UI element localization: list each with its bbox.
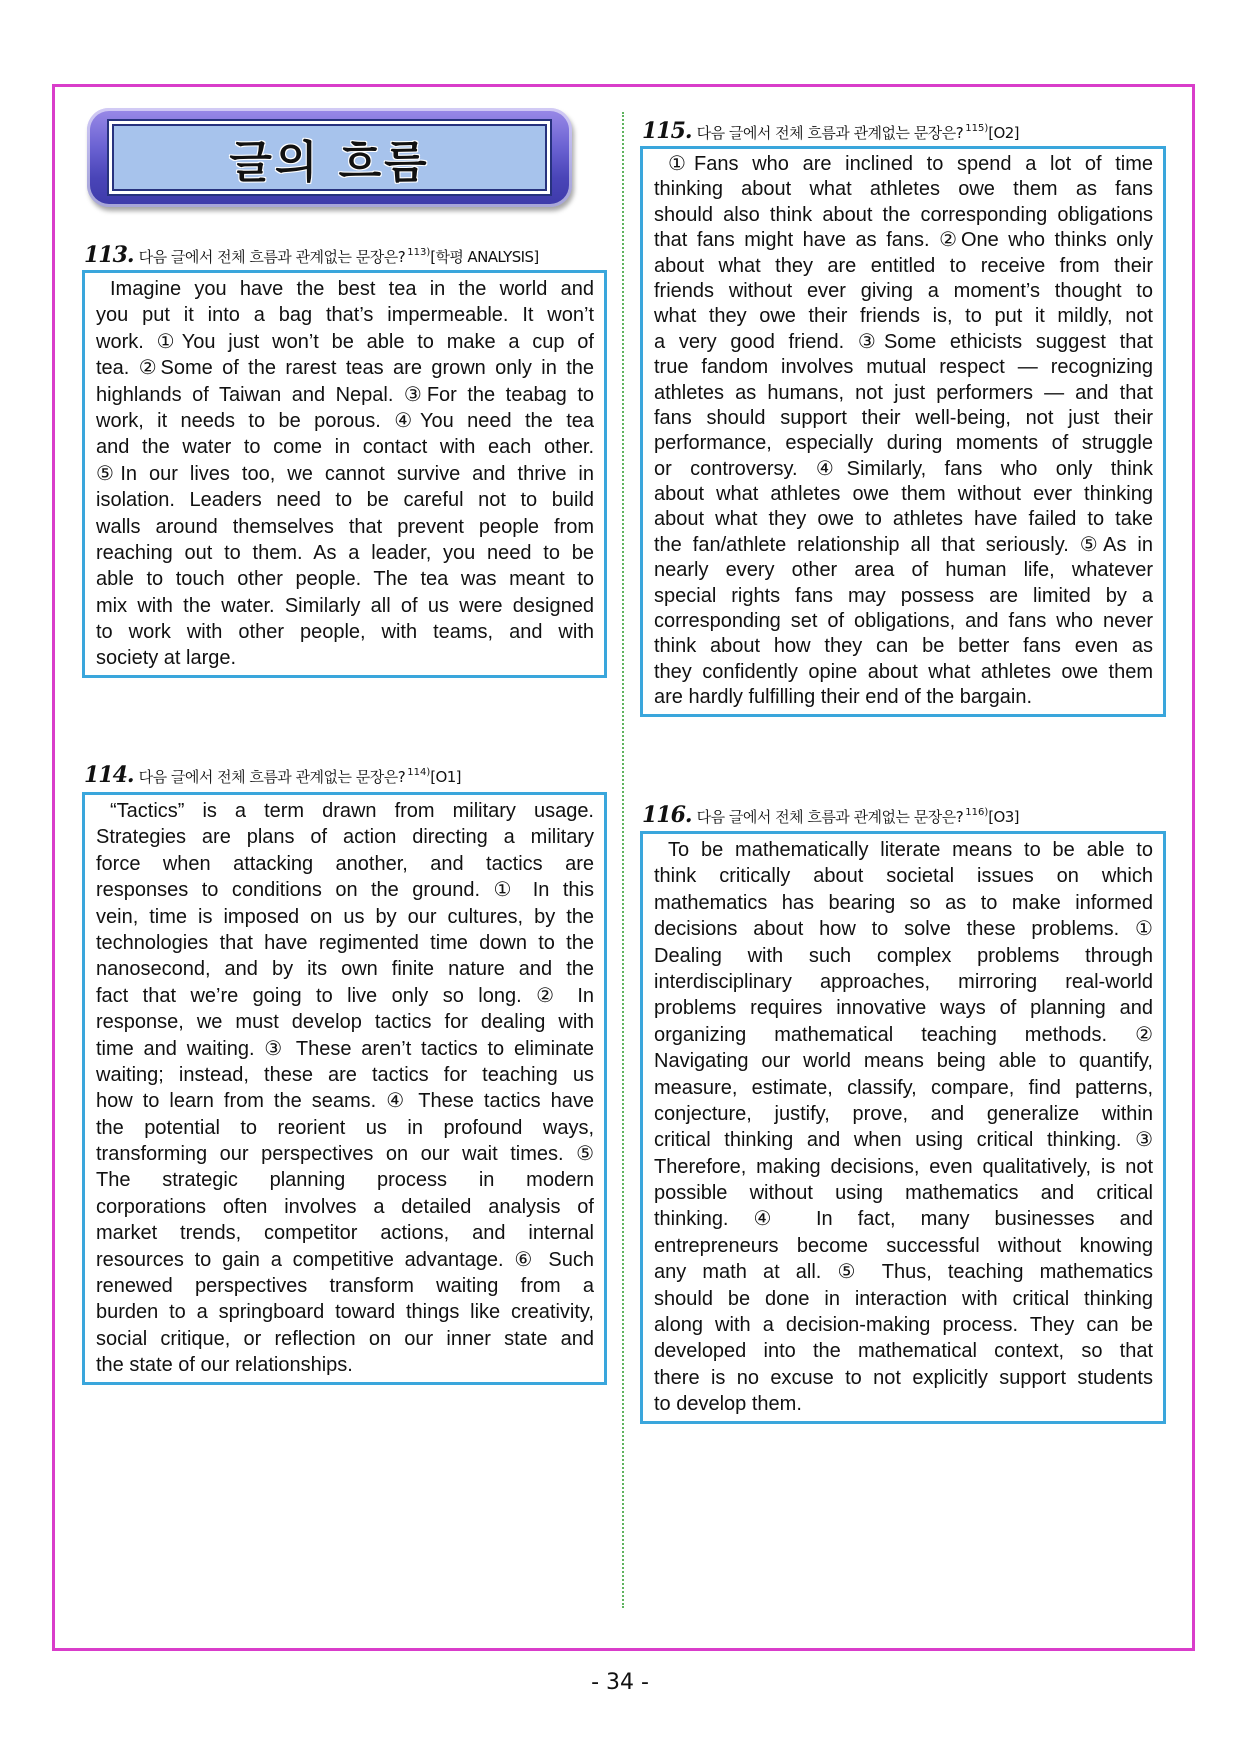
passage-line: response, we must develop tactics for dealing with [96,1011,594,1034]
passage-line: the state of our relationships. [96,1354,353,1377]
passage-line: society at large. [96,647,237,670]
passage-line: work, it needs to be porous. ④You need the tea [96,409,594,432]
passage-line: corporations often involves a detailed analysis of [96,1195,594,1218]
question-source: [O3] [988,808,1019,826]
passage-line: Navigating our world means being able to quantify, [654,1050,1153,1073]
passage-line: performance, especially during moments of struggle [654,432,1153,455]
question-prompt: 다음 글에서 전체 흐름과 관계없는 문장은? [696,124,964,142]
question-prompt: 다음 글에서 전체 흐름과 관계없는 문장은? [138,248,406,266]
passage-line: fans should support their well-being, not just their [654,406,1153,429]
passage-line: should also think about the corresponding obligations [654,203,1153,226]
passage-line: about what athletes owe them without ever thinking [654,483,1153,506]
passage-line: think critically about societal issues on which [654,865,1153,888]
question-114-header [84,762,461,788]
question-number: 116. [642,802,692,828]
passage-line: decisions about how to solve these problems. ① [654,918,1153,941]
passage-line: thinking about what athletes owe them as fans [654,178,1153,201]
passage-line: able to touch other people. The tea was meant to [96,568,594,591]
passage-line: work. ①You just won’t be able to make a cup of [96,330,594,353]
passage-line: the fan/athlete relationship all that seriously. ⑤As in [654,533,1153,556]
question-115-header [642,118,1019,144]
question-number: 113. [84,242,134,268]
passage-line: true fandom involves mutual respect — recognizing [654,356,1153,379]
passage-line: ⑤In our lives too, we cannot survive and thrive in [96,462,594,485]
passage-line: Therefore, making decisions, even qualitatively, is not [654,1155,1153,1178]
question-prompt: 다음 글에서 전체 흐름과 관계없는 문장은? [138,768,406,786]
question-114-passage [82,792,607,1385]
question-number: 115. [642,118,692,144]
passage-line: corresponding set of obligations, and fans who never [654,610,1153,633]
passage-line: problems requires innovative ways of planning and [654,997,1153,1020]
question-source: [O1] [430,768,461,786]
passage-line: interdisciplinary approaches, mirroring real-world [654,970,1153,993]
passage-line: and the water to come in contact with each other. [96,436,594,459]
passage-line: force when attacking another, and tactics are [96,852,594,875]
passage-line: market trends, competitor actions, and internal [96,1222,594,1245]
passage-line: time and waiting. ③ These aren’t tactics to eliminate [96,1037,594,1060]
passage-line: mathematics has bearing so as to make informed [654,891,1153,914]
passage-line: entrepreneurs become successful without knowing [654,1234,1153,1257]
passage-line: or controversy. ④Similarly, fans who only think [654,457,1153,480]
passage-line: Strategies are plans of action directing a military [96,826,594,849]
passage-line: any math at all. ⑤ Thus, teaching mathematics [654,1261,1153,1284]
passage-line: friends without ever giving a moment’s thought to [654,279,1153,302]
passage-line: nanosecond, and by its own finite nature and the [96,958,594,981]
passage-line: to work with other people, with teams, and with [96,621,594,644]
passage-line: social critique, or reflection on our inner state and [96,1327,594,1350]
question-113-passage [82,270,607,678]
passage-line: To be mathematically literate means to be able to [668,839,1153,861]
question-number: 114. [84,762,134,788]
passage-line: transforming our perspectives on our wait times. ⑤ [96,1143,594,1166]
passage-line: the potential to reorient us in profound ways, [96,1116,594,1139]
section-title-badge [87,108,572,207]
passage-line: isolation. Leaders need to be careful not to build [96,489,594,512]
passage-line: what they owe their friends is, to put it mildly, not [654,305,1153,328]
section-title-panel [107,119,552,196]
passage-line: The strategic planning process in modern [96,1169,594,1192]
passage-line: they confidently opine about what athletes owe them [654,660,1153,683]
passage-line: waiting; instead, these are tactics for teaching us [96,1063,594,1086]
passage-line: should be done in interaction with critical thinking [654,1287,1153,1310]
passage-line: are hardly fulfilling their end of the bargain. [654,686,1033,709]
footnote-ref: 116) [965,807,989,818]
passage-line: Imagine you have the best tea in the world and [110,278,594,300]
passage-line: walls around themselves that prevent people from [96,515,594,538]
passage-line: that fans might have as fans. ②One who thinks only [654,229,1153,252]
passage-line: how to learn from the seams. ④ These tactics have [96,1090,594,1113]
passage-line: measure, estimate, classify, compare, find patterns, [654,1076,1153,1099]
passage-line: there is no excuse to not explicitly support students [654,1366,1153,1389]
passage-line: critical thinking and when using critical thinking. ③ [654,1129,1153,1152]
page-number: - 34 - [591,1670,649,1695]
passage-line: highlands of Taiwan and Nepal. ③For the teabag to [96,383,594,406]
column-divider [622,112,624,1608]
passage-line: renewed perspectives transform waiting from a [96,1275,594,1298]
passage-line: developed into the mathematical context, so that [654,1340,1153,1363]
passage-line: athletes as humans, not just performers — and that [654,381,1153,404]
question-prompt: 다음 글에서 전체 흐름과 관계없는 문장은? [696,808,964,826]
question-source: [학평 ANALYSIS] [430,248,539,266]
passage-line: resources to gain a competitive advantage. ⑥ Such [96,1248,594,1271]
passage-line: fact that we’re going to live only so long. ② In [96,984,594,1007]
passage-line: tea. ②Some of the rarest teas are grown only in the [96,357,594,380]
question-115-passage [640,146,1166,717]
passage-line: reaching out to them. As a leader, you need to be [96,541,594,564]
passage-line: possible without using mathematics and critical [654,1182,1153,1205]
passage-line: organizing mathematical teaching methods. ② [654,1023,1153,1046]
passage-line: special rights fans may possess are limited by a [654,584,1153,607]
footnote-ref: 114) [407,767,431,778]
passage-line: a very good friend. ③Some ethicists suggest that [654,330,1153,353]
passage-line: Dealing with such complex problems through [654,944,1153,967]
passage-line: burden to a springboard toward things like creativity, [96,1301,594,1324]
footnote-ref: 113) [407,247,431,258]
passage-line: about what they are entitled to receive from their [654,254,1153,277]
passage-line: mix with the water. Similarly all of us were designed [96,594,594,617]
question-116-passage [640,831,1166,1424]
question-116-header [642,802,1019,828]
passage-line: about what they owe to athletes have failed to take [654,508,1153,531]
passage-line: conjecture, justify, prove, and generalize within [654,1102,1153,1125]
passage-line: “Tactics” is a term drawn from military usage. [110,800,594,822]
passage-line: along with a decision-making process. They can be [654,1314,1153,1337]
passage-line: you put it into a bag that’s impermeable. It won’t [96,304,594,327]
question-source: [O2] [988,124,1019,142]
passage-line: thinking. ④ In fact, many businesses and [654,1208,1153,1231]
passage-line: technologies that have regimented time down to the [96,931,594,954]
passage-line: think about how they can be better fans even as [654,635,1153,658]
passage-line: responses to conditions on the ground. ① In this [96,879,594,902]
passage-line: ①Fans who are inclined to spend a lot of time [668,153,1153,175]
passage-line: vein, time is imposed on us by our cultures, by the [96,905,594,928]
question-113-header [84,242,539,268]
section-title: 글의 흐름 [229,136,430,188]
passage-line: nearly every other area of human life, whatever [654,559,1153,582]
footnote-ref: 115) [965,123,989,134]
passage-line: to develop them. [654,1393,802,1416]
